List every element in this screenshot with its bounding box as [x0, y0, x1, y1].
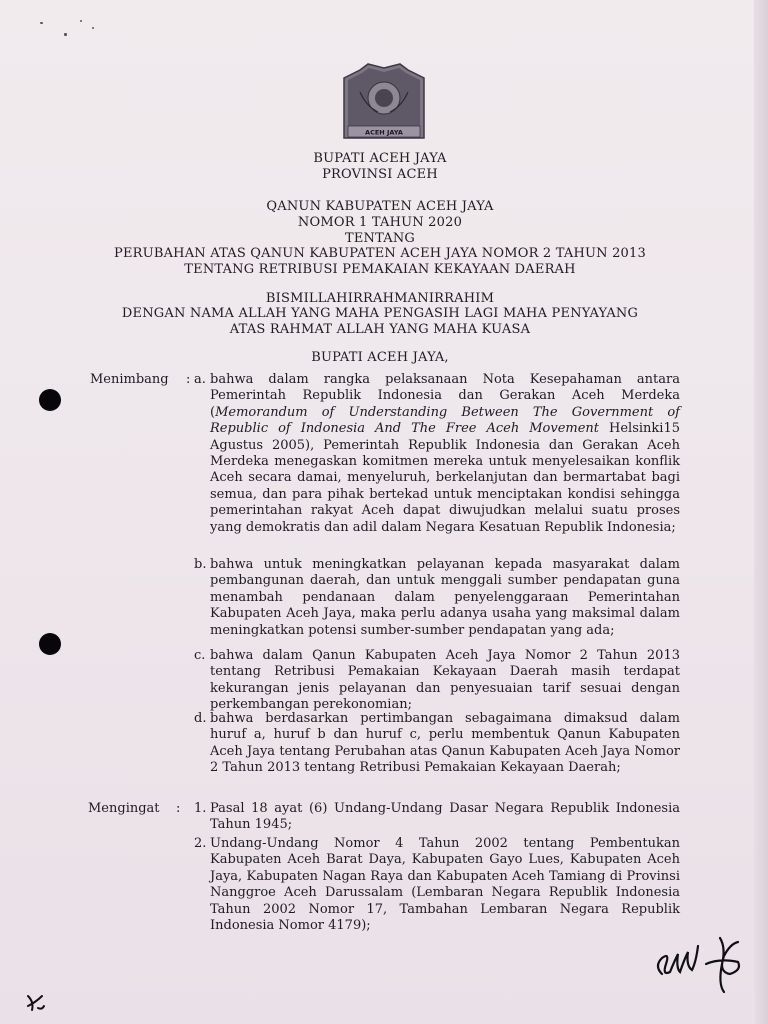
title-retribusi: TENTANG RETRIBUSI PEMAKAIAN KEKAYAAN DAERAH [184, 262, 576, 277]
punch-hole-bottom [39, 633, 61, 655]
item-marker: b. [194, 557, 207, 572]
item-marker: a. [194, 372, 206, 387]
mengingat-label: Mengingat [88, 801, 160, 816]
item-marker: 1. [194, 801, 207, 816]
mengingat-colon: : [176, 801, 181, 816]
preamble-bismillah: BISMILLAHIRRAHMANIRRAHIM [265, 291, 495, 306]
menimbang-item-c [194, 648, 680, 714]
header-provinsi: PROVINSI ACEH [322, 167, 438, 182]
title-nomor: NOMOR 1 TAHUN 2020 [297, 215, 463, 230]
title-tentang: TENTANG [344, 231, 416, 246]
page-edge-shadow [754, 0, 768, 1024]
item-marker: 2. [194, 836, 207, 851]
title-qanun: QANUN KABUPATEN ACEH JAYA [266, 199, 494, 214]
item-text: bahwa untuk meningkatkan pelayanan kepada masyarakat dalam pembangunan daerah, dan untuk menggali sumber pendapatan guna menambah pendanaan dalam penyelenggaraan Pemerintahan Kabupaten Aceh Jaya, maka perlu adanya usaha yang maksimal dalam meningkatkan potensi sumber-sumber pendapatan yang ada; [210, 557, 680, 638]
item-text: bahwa dalam rangka pelaksanaan Nota Kesepahaman antara Pemerintah Republik Indonesia dan Gerakan Aceh Merdeka (Memorandum of Understanding Between The Government of Republic of Indonesia And The Free Aceh Movement Helsinki15 Agustus 2005), Pemerintah Republik Indonesia dan Gerakan Aceh Merdeka menegaskan komitmen mereka untuk menyelesaikan konflik Aceh secara damai, menyeluruh, berkelanjutan dan bermartabat bagi semua, dan para pihak bertekad untuk menciptakan kondisi sehingga pemerintahan rakyat Aceh dapat diwujudkan melalui suatu proses yang demokratis dan adil dalam Negara Kesatuan Republik Indonesia; [210, 372, 680, 535]
preamble-dengan-nama-allah: DENGAN NAMA ALLAH YANG MAHA PENGASIH LAGI MAHA PENYAYANG [121, 306, 639, 321]
crest-caption: ACEH JAYA [365, 128, 403, 137]
bupati-heading: BUPATI ACEH JAYA, [311, 350, 449, 365]
menimbang-item-a [194, 372, 680, 536]
handwritten-initial-f [700, 934, 748, 996]
item-text: bahwa berdasarkan pertimbangan sebagaimana dimaksud dalam huruf a, huruf b dan huruf c, perlu membentuk Qanun Kabupaten Aceh Jaya tentang Perubahan atas Qanun Kabupaten Aceh Jaya Nomor 2 Tahun 2013 tentang Retribusi Pemakaian Kekayaan Daerah; [210, 711, 680, 776]
item-text: Undang-Undang Nomor 4 Tahun 2002 tentang Pembentukan Kabupaten Aceh Barat Daya, Kabupaten Gayo Lues, Kabupaten Aceh Jaya, Kabupaten Nagan Raya dan Kabupaten Aceh Tamiang di Provinsi Nanggroe Aceh Darussalam (Lembaran Negara Republik Indonesia Tahun 2002 Nomor 17, Tambahan Lembaran Negara Republik Indonesia Nomor 4179); [210, 836, 680, 934]
scan-speck [92, 27, 94, 29]
item-marker: c. [194, 648, 206, 663]
menimbang-item-d [194, 711, 680, 777]
preamble-atas-rahmat: ATAS RAHMAT ALLAH YANG MAHA KUASA [229, 322, 531, 337]
mengingat-item-2 [194, 836, 680, 934]
aceh-jaya-crest-logo [338, 62, 430, 140]
punch-hole-top [39, 389, 61, 411]
menimbang-colon: : [186, 372, 191, 387]
scan-speck [80, 20, 82, 22]
item-text: Pasal 18 ayat (6) Undang-Undang Dasar Negara Republik Indonesia Tahun 1945; [210, 801, 680, 833]
menimbang-label: Menimbang [90, 372, 169, 387]
mengingat-item-1 [194, 801, 680, 834]
scan-speck [40, 22, 43, 24]
item-marker: d. [194, 711, 207, 726]
mou-italic-text: Memorandum of Understanding Between The Government of Republic of Indonesia And The Free Aceh Movement [210, 404, 680, 437]
handwritten-initial-sm [652, 932, 702, 984]
title-perubahan: PERUBAHAN ATAS QANUN KABUPATEN ACEH JAYA NOMOR 2 TAHUN 2013 [114, 246, 646, 261]
item-text: bahwa dalam Qanun Kabupaten Aceh Jaya Nomor 2 Tahun 2013 tentang Retribusi Pemakaian Kekayaan Daerah masih terdapat kekurangan jenis pelayanan dan penyesuaian tarif sesuai dengan perkembangan perekonomian; [210, 648, 680, 713]
handwritten-mark-bottom-left [24, 990, 48, 1014]
header-bupati: BUPATI ACEH JAYA [313, 151, 447, 166]
menimbang-item-b [194, 557, 680, 639]
scan-speck [64, 33, 67, 36]
